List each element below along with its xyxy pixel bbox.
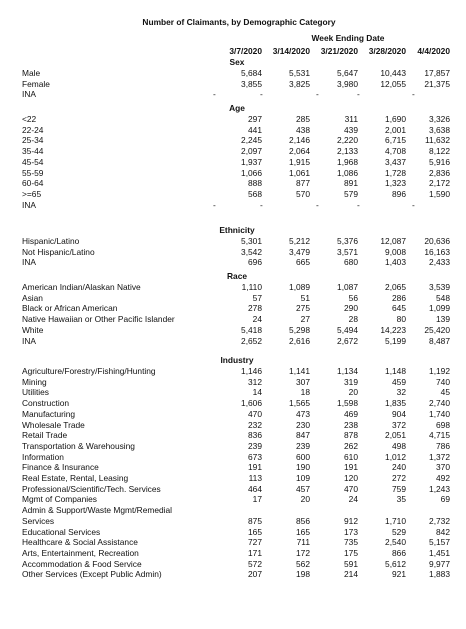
row-label: INA <box>22 335 36 346</box>
table-row <box>0 462 466 472</box>
value-cell: 1,835 <box>385 398 406 409</box>
value-cell: 3,326 <box>429 114 450 124</box>
row-label: Other Services (Except Public Admin) <box>22 569 162 580</box>
value-cell: 165 <box>296 526 310 537</box>
value-cell: 529 <box>392 526 406 537</box>
value-cell: 230 <box>296 419 310 430</box>
na-dash: - <box>316 89 319 100</box>
page-title: Number of Claimants, by Demographic Category <box>142 17 336 27</box>
value-cell: 239 <box>296 440 310 451</box>
value-cell: 35 <box>396 494 406 505</box>
value-cell: 1,148 <box>385 366 406 376</box>
table-row <box>0 200 466 210</box>
value-cell: 1,606 <box>241 398 262 409</box>
value-cell: 2,245 <box>241 135 262 146</box>
value-cell: 307 <box>296 376 310 387</box>
table-row <box>0 527 466 537</box>
table-row <box>0 325 466 335</box>
value-cell: 568 <box>248 188 262 199</box>
value-cell: 3,479 <box>289 246 310 257</box>
value-cell: 2,001 <box>385 124 406 135</box>
value-cell: 285 <box>296 114 310 124</box>
section-header: Race <box>226 271 248 281</box>
value-cell: 11,632 <box>425 135 450 146</box>
row-label: Retail Trade <box>22 430 68 441</box>
value-cell: 25,420 <box>424 324 450 335</box>
value-cell: 8,487 <box>429 335 450 346</box>
value-cell: 1,565 <box>289 398 310 409</box>
value-cell: 9,977 <box>429 558 450 569</box>
value-cell: 469 <box>344 408 358 419</box>
value-cell: 645 <box>392 303 406 314</box>
value-cell: 20,636 <box>424 236 450 246</box>
table-row <box>0 505 466 515</box>
value-cell: 2,433 <box>429 257 450 268</box>
na-dash: - <box>316 199 319 210</box>
value-cell: 27 <box>300 314 310 325</box>
value-cell: 3,571 <box>337 246 358 257</box>
value-cell: 1,087 <box>337 282 358 292</box>
value-cell: 2,146 <box>289 135 310 146</box>
row-label: 55-59 <box>22 167 44 178</box>
value-cell: 190 <box>296 462 310 473</box>
value-cell: 1,690 <box>385 114 406 124</box>
value-cell: 12,055 <box>380 78 406 89</box>
value-cell: 2,133 <box>337 146 358 157</box>
row-label: Admin & Support/Waste Mgmt/Remedial <box>22 505 173 516</box>
value-cell: 17,857 <box>424 68 450 78</box>
row-label: Arts, Entertainment, Recreation <box>22 547 139 558</box>
value-cell: 727 <box>248 537 262 548</box>
row-label: 45-54 <box>22 156 44 167</box>
table-row <box>0 146 466 156</box>
value-cell: 3,855 <box>241 78 262 89</box>
value-cell: 214 <box>344 569 358 580</box>
na-dash: - <box>412 89 415 100</box>
row-label: Utilities <box>22 387 49 398</box>
table-row <box>0 494 466 504</box>
value-cell: 5,376 <box>337 236 358 246</box>
value-cell: 1,323 <box>385 178 406 189</box>
table-row <box>0 516 466 526</box>
value-cell: 856 <box>296 515 310 526</box>
table-row <box>0 125 466 135</box>
value-cell: 1,710 <box>385 515 406 526</box>
table-row <box>0 537 466 547</box>
row-label: Agriculture/Forestry/Fishing/Hunting <box>22 366 156 376</box>
row-label: Services <box>22 515 55 526</box>
value-cell: 470 <box>344 483 358 494</box>
value-cell: 1,192 <box>429 366 450 376</box>
value-cell: 311 <box>344 114 358 124</box>
value-cell: 4,708 <box>385 146 406 157</box>
value-cell: 912 <box>344 515 358 526</box>
value-cell: 1,372 <box>429 451 450 462</box>
value-cell: 572 <box>248 558 262 569</box>
row-label: Wholesale Trade <box>22 419 85 430</box>
row-label: 25-34 <box>22 135 44 146</box>
value-cell: 6,715 <box>385 135 406 146</box>
value-cell: 891 <box>344 178 358 189</box>
value-cell: 1,968 <box>337 156 358 167</box>
table-row <box>0 398 466 408</box>
value-cell: 570 <box>296 188 310 199</box>
table-row <box>0 168 466 178</box>
value-cell: 2,065 <box>385 282 406 292</box>
value-cell: 2,172 <box>429 178 450 189</box>
value-cell: 548 <box>436 292 450 303</box>
column-header: 3/7/2020 <box>229 46 262 56</box>
value-cell: 319 <box>344 376 358 387</box>
value-cell: 473 <box>296 408 310 419</box>
table-row <box>0 473 466 483</box>
row-label: Transportation & Warehousing <box>22 440 135 451</box>
value-cell: 372 <box>392 419 406 430</box>
value-cell: 10,443 <box>380 68 406 78</box>
value-cell: 1,141 <box>289 366 310 376</box>
value-cell: 239 <box>248 440 262 451</box>
row-label: Asian <box>22 292 43 303</box>
row-label: <22 <box>22 114 37 124</box>
row-label: White <box>22 324 44 335</box>
value-cell: 171 <box>248 547 262 558</box>
table-row <box>0 236 466 246</box>
table-row <box>0 409 466 419</box>
value-cell: 5,494 <box>337 324 358 335</box>
row-label: Professional/Scientific/Tech. Services <box>22 483 161 494</box>
value-cell: 1,243 <box>429 483 450 494</box>
section-header: Industry <box>220 355 254 365</box>
value-cell: 579 <box>344 188 358 199</box>
value-cell: 610 <box>344 451 358 462</box>
row-label: Mgmt of Companies <box>22 494 97 505</box>
value-cell: 5,684 <box>241 68 262 78</box>
value-cell: 109 <box>296 473 310 483</box>
table-row <box>0 89 466 99</box>
value-cell: 3,539 <box>429 282 450 292</box>
value-cell: 8,122 <box>429 146 450 157</box>
value-cell: 191 <box>344 462 358 473</box>
value-cell: 498 <box>392 440 406 451</box>
table-row <box>0 314 466 324</box>
value-cell: 877 <box>296 178 310 189</box>
value-cell: 836 <box>248 430 262 441</box>
table-row <box>0 441 466 451</box>
value-cell: 1,728 <box>385 167 406 178</box>
value-cell: 2,672 <box>337 335 358 346</box>
value-cell: 21,375 <box>424 78 450 89</box>
na-dash: - <box>357 199 360 210</box>
value-cell: 875 <box>248 515 262 526</box>
table-row <box>0 559 466 569</box>
value-cell: 866 <box>392 547 406 558</box>
value-cell: 842 <box>436 526 450 537</box>
value-cell: 5,531 <box>289 68 310 78</box>
value-cell: 759 <box>392 483 406 494</box>
value-cell: 3,542 <box>241 246 262 257</box>
table-row <box>0 377 466 387</box>
value-cell: 17 <box>252 494 262 505</box>
row-label: INA <box>22 89 36 100</box>
value-cell: 172 <box>296 547 310 558</box>
value-cell: 1,134 <box>337 366 358 376</box>
column-header: 3/21/2020 <box>320 46 358 56</box>
value-cell: 272 <box>392 473 406 483</box>
value-cell: 207 <box>248 569 262 580</box>
value-cell: 290 <box>344 303 358 314</box>
value-cell: 1,061 <box>289 167 310 178</box>
table-row <box>0 366 466 376</box>
table-row <box>0 157 466 167</box>
column-header: 4/4/2020 <box>417 46 450 56</box>
value-cell: 5,612 <box>385 558 406 569</box>
table-row <box>0 452 466 462</box>
value-cell: 5,916 <box>429 156 450 167</box>
row-label: 22-24 <box>22 124 44 135</box>
value-cell: 32 <box>396 387 406 398</box>
value-cell: 286 <box>392 292 406 303</box>
table-row <box>0 420 466 430</box>
column-header: 3/28/2020 <box>368 46 406 56</box>
value-cell: 600 <box>296 451 310 462</box>
value-cell: 5,212 <box>289 236 310 246</box>
value-cell: 51 <box>300 292 310 303</box>
table-row <box>0 135 466 145</box>
row-label: Manufacturing <box>22 408 76 419</box>
value-cell: 5,298 <box>289 324 310 335</box>
value-cell: 665 <box>296 257 310 268</box>
table-row <box>0 257 466 267</box>
table-row <box>0 79 466 89</box>
row-label: Information <box>22 451 64 462</box>
table-row <box>0 293 466 303</box>
table-row <box>0 548 466 558</box>
value-cell: 2,051 <box>385 430 406 441</box>
value-cell: 1,590 <box>429 188 450 199</box>
value-cell: 173 <box>344 526 358 537</box>
value-cell: 459 <box>392 376 406 387</box>
value-cell: 441 <box>248 124 262 135</box>
value-cell: 56 <box>348 292 358 303</box>
value-cell: 1,598 <box>337 398 358 409</box>
na-dash: - <box>260 199 263 210</box>
na-dash: - <box>357 89 360 100</box>
value-cell: 698 <box>436 419 450 430</box>
row-label: Construction <box>22 398 70 409</box>
value-cell: 1,110 <box>241 282 262 292</box>
value-cell: 740 <box>436 376 450 387</box>
value-cell: 238 <box>344 419 358 430</box>
value-cell: 370 <box>436 462 450 473</box>
value-cell: 1,012 <box>385 451 406 462</box>
value-cell: 191 <box>248 462 262 473</box>
value-cell: 1,099 <box>429 303 450 314</box>
value-cell: 680 <box>344 257 358 268</box>
value-cell: 2,732 <box>429 515 450 526</box>
value-cell: 5,157 <box>429 537 450 548</box>
value-cell: 45 <box>440 387 450 398</box>
value-cell: 2,836 <box>429 167 450 178</box>
row-label: Black or African American <box>22 303 118 314</box>
value-cell: 591 <box>344 558 358 569</box>
table-row <box>0 68 466 78</box>
value-cell: 278 <box>248 303 262 314</box>
value-cell: 275 <box>296 303 310 314</box>
row-label: Male <box>22 68 41 78</box>
value-cell: 562 <box>296 558 310 569</box>
value-cell: 1,066 <box>241 167 262 178</box>
table-row <box>0 189 466 199</box>
value-cell: 2,616 <box>289 335 310 346</box>
row-label: Finance & Insurance <box>22 462 99 473</box>
value-cell: 1,086 <box>337 167 358 178</box>
value-cell: 4,715 <box>429 430 450 441</box>
value-cell: 438 <box>296 124 310 135</box>
table-row <box>0 430 466 440</box>
table-row <box>0 282 466 292</box>
value-cell: 1,915 <box>289 156 310 167</box>
value-cell: 904 <box>392 408 406 419</box>
value-cell: 69 <box>440 494 450 505</box>
value-cell: 113 <box>248 473 262 483</box>
value-cell: 5,199 <box>385 335 406 346</box>
section-header: Age <box>229 103 245 113</box>
value-cell: 470 <box>248 408 262 419</box>
na-dash: - <box>213 89 216 100</box>
value-cell: 847 <box>296 430 310 441</box>
value-cell: 14,223 <box>380 324 406 335</box>
value-cell: 673 <box>248 451 262 462</box>
column-header: 3/14/2020 <box>272 46 310 56</box>
value-cell: 80 <box>396 314 406 325</box>
week-ending-header: Week Ending Date <box>311 33 385 43</box>
value-cell: 1,937 <box>241 156 262 167</box>
value-cell: 139 <box>436 314 450 325</box>
value-cell: 12,087 <box>380 236 406 246</box>
value-cell: 5,418 <box>241 324 262 335</box>
row-label: Female <box>22 78 50 89</box>
value-cell: 24 <box>348 494 358 505</box>
value-cell: 439 <box>344 124 358 135</box>
value-cell: 1,883 <box>429 569 450 580</box>
value-cell: 464 <box>248 483 262 494</box>
value-cell: 297 <box>248 114 262 124</box>
value-cell: 1,451 <box>429 547 450 558</box>
value-cell: 232 <box>248 419 262 430</box>
value-cell: 2,740 <box>429 398 450 409</box>
value-cell: 5,301 <box>241 236 262 246</box>
table-row <box>0 336 466 346</box>
table-row <box>0 114 466 124</box>
row-label: 35-44 <box>22 146 44 157</box>
table-row <box>0 387 466 397</box>
value-cell: 2,097 <box>241 146 262 157</box>
value-cell: 1,403 <box>385 257 406 268</box>
table-row <box>0 247 466 257</box>
value-cell: 921 <box>392 569 406 580</box>
table-row <box>0 178 466 188</box>
value-cell: 24 <box>252 314 262 325</box>
value-cell: 888 <box>248 178 262 189</box>
value-cell: 2,652 <box>241 335 262 346</box>
na-dash: - <box>213 199 216 210</box>
value-cell: 240 <box>392 462 406 473</box>
row-label: Real Estate, Rental, Leasing <box>22 473 129 483</box>
value-cell: 28 <box>348 314 358 325</box>
value-cell: 3,437 <box>385 156 406 167</box>
row-label: Native Hawaiian or Other Pacific Islander <box>22 314 175 325</box>
value-cell: 312 <box>248 376 262 387</box>
row-label: Not Hispanic/Latino <box>22 246 95 257</box>
value-cell: 20 <box>348 387 358 398</box>
value-cell: 1,740 <box>429 408 450 419</box>
value-cell: 198 <box>296 569 310 580</box>
row-label: Educational Services <box>22 526 101 537</box>
value-cell: 14 <box>252 387 262 398</box>
row-label: INA <box>22 199 36 210</box>
value-cell: 735 <box>344 537 358 548</box>
value-cell: 20 <box>300 494 310 505</box>
value-cell: 3,638 <box>429 124 450 135</box>
value-cell: 2,540 <box>385 537 406 548</box>
value-cell: 165 <box>248 526 262 537</box>
value-cell: 1,146 <box>241 366 262 376</box>
row-label: >=65 <box>22 188 42 199</box>
row-label: 60-64 <box>22 178 44 189</box>
na-dash: - <box>260 89 263 100</box>
value-cell: 696 <box>248 257 262 268</box>
row-label: Accommodation & Food Service <box>22 558 142 569</box>
value-cell: 5,647 <box>337 68 358 78</box>
row-label: Hispanic/Latino <box>22 236 80 246</box>
value-cell: 711 <box>296 537 310 548</box>
value-cell: 896 <box>392 188 406 199</box>
value-cell: 2,064 <box>289 146 310 157</box>
row-label: American Indian/Alaskan Native <box>22 282 141 292</box>
value-cell: 878 <box>344 430 358 441</box>
value-cell: 57 <box>252 292 262 303</box>
na-dash: - <box>412 199 415 210</box>
table-row <box>0 569 466 579</box>
table-row <box>0 303 466 313</box>
row-label: INA <box>22 257 36 268</box>
row-label: Healthcare & Social Assistance <box>22 537 138 548</box>
value-cell: 457 <box>296 483 310 494</box>
value-cell: 120 <box>344 473 358 483</box>
value-cell: 2,220 <box>337 135 358 146</box>
row-label: Mining <box>22 376 47 387</box>
value-cell: 175 <box>344 547 358 558</box>
value-cell: 3,980 <box>337 78 358 89</box>
value-cell: 9,008 <box>385 246 406 257</box>
table-row <box>0 484 466 494</box>
value-cell: 262 <box>344 440 358 451</box>
value-cell: 1,089 <box>289 282 310 292</box>
value-cell: 16,163 <box>424 246 450 257</box>
value-cell: 492 <box>436 473 450 483</box>
value-cell: 786 <box>436 440 450 451</box>
section-header: Sex <box>229 57 245 67</box>
section-header: Ethnicity <box>219 225 255 235</box>
value-cell: 3,825 <box>289 78 310 89</box>
value-cell: 18 <box>300 387 310 398</box>
